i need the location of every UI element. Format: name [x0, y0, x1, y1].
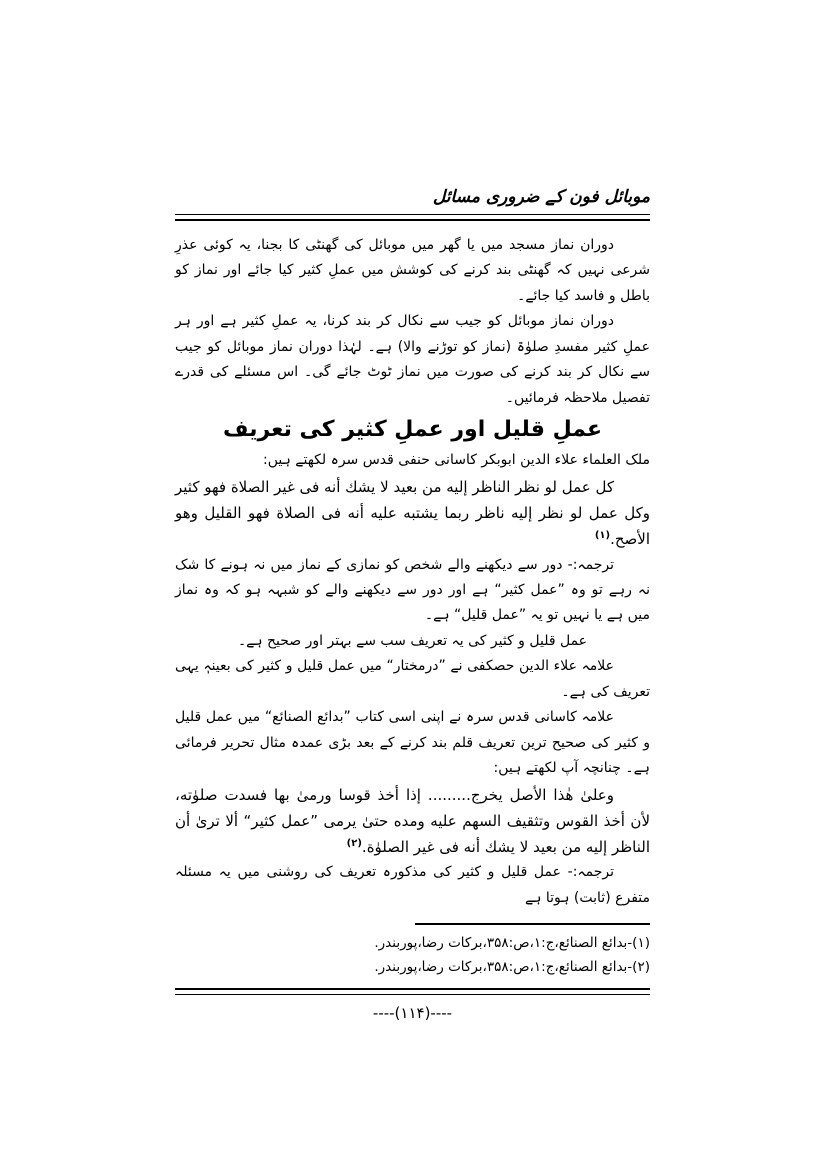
paragraph-3: علامہ علاء الدین حصکفی نے ”درمختار“ میں عمل قلیل و کثیر کی بعینہٖ یہی تعریف کی ہے۔	[175, 658, 650, 700]
header-title: موبائل فون کے ضروری مسائل	[432, 187, 650, 207]
footnote-area	[175, 923, 650, 979]
arabic-quote-1-text: كل عمل لو نظر الناظر إليه من بعيد لا يشك أنه فى غير الصلاة فهو كثير وكل عمل لو نظر إليه ناظر ربما يشتبه عليه أنه فى الصلاة فهو القليل وهو الأصح.	[174, 477, 650, 549]
translation-2: ترجمہ:- عمل قلیل و کثیر کی مذکورہ تعریف کی روشنی میں یہ مسئلہ متفرع (ثابت) ہوتا ہے	[175, 864, 650, 906]
paragraph-4: علامہ کاسانی قدس سرہ نے اپنی اسی کتاب ”بدائع الصنائع“ میں عمل قلیل و کثیر کی صحیح ترین تعریف قلم بند کرنے کے بعد بڑی عمدہ مثال تحریر فرمائی ہے۔ چنانچہ آپ لکھتے ہیں:	[175, 709, 650, 777]
arabic-quote-2	[175, 782, 650, 861]
footnote-2: (۲)-بدائع الصنائع،ج:۱،ص:۳۵۸،برکات رضا،پوربندر.	[374, 959, 650, 976]
paragraph-2: دوران نماز موبائل کو جیب سے نکال کر بند کرنا، یہ عملِ کثیر ہے اور ہر عملِ کثیر مفسدِ صلوٰۃ (نماز کو توڑنے والا) ہے۔ لہٰذا دوران نماز موبائل کو جیب سے نکال کر بند کرنے کی صورت میں نماز ٹوٹ جائے گی۔ اس مسئلے کی قدرے تفصیل ملاحظہ فرمائیں۔	[175, 313, 650, 406]
footnote-marker-1: (۱)	[594, 530, 611, 542]
header-double-rule	[175, 214, 650, 221]
paragraph-1: دوران نماز مسجد میں یا گھر میں موبائل کی گھنٹی کا بجنا، یہ کوئی عذرِ شرعی نہیں کہ گھنٹی بند کرنے کی کوشش میں عملِ کثیر کیا جائے اور نماز کو باطل و فاسد کیا جائے۔	[175, 237, 650, 304]
footnote-marker-2: (۲)	[346, 838, 362, 850]
footnote-1: (۱)-بدائع الصنائع،ج:۱،ص:۳۵۸،برکات رضا،پوربندر.	[374, 935, 650, 952]
footer-double-rule	[175, 988, 650, 995]
section-heading: عملِ قلیل اور عملِ کثیر کی تعریف	[223, 417, 602, 443]
intro-line: ملک العلماء علاء الدین ابوبکر کاسانی حنفی قدس سرہ لکھتے ہیں:	[263, 452, 650, 469]
page-content	[175, 186, 650, 1022]
page-number: ----(۱۱۴)----	[372, 1003, 453, 1022]
summary-line: عمل قلیل و کثیر کی یہ تعریف سب سے بہتر اور صحیح ہے۔	[237, 632, 588, 649]
arabic-quote-2-text: وعلىٰ هٰذا الأصل يخرج......... إذا أخذ قوسا ورمىٰ بها فسدت صلوٰته، لأن أخذ القوس وتثقيف السهم عليه ومده حتىٰ يرمى ”عمل كثير“ ألا ترىٰ أن الناظر إليه من بعيد لا يشك أنه فى غير الصلوٰة.	[175, 785, 650, 857]
footnote-separator-rule	[415, 923, 650, 925]
translation-1: ترجمہ:- دور سے دیکھنے والے شخص کو نمازی کے نماز میں نہ ہونے کا شک نہ رہے تو وہ ”عمل کثیر“ ہے اور دور سے دیکھنے والے کو شبہہ ہو کہ وہ نماز میں ہے یا نہیں تو یہ ”عمل قلیل“ ہے۔	[175, 556, 650, 624]
arabic-quote-1	[175, 474, 650, 553]
page-header	[175, 186, 650, 221]
